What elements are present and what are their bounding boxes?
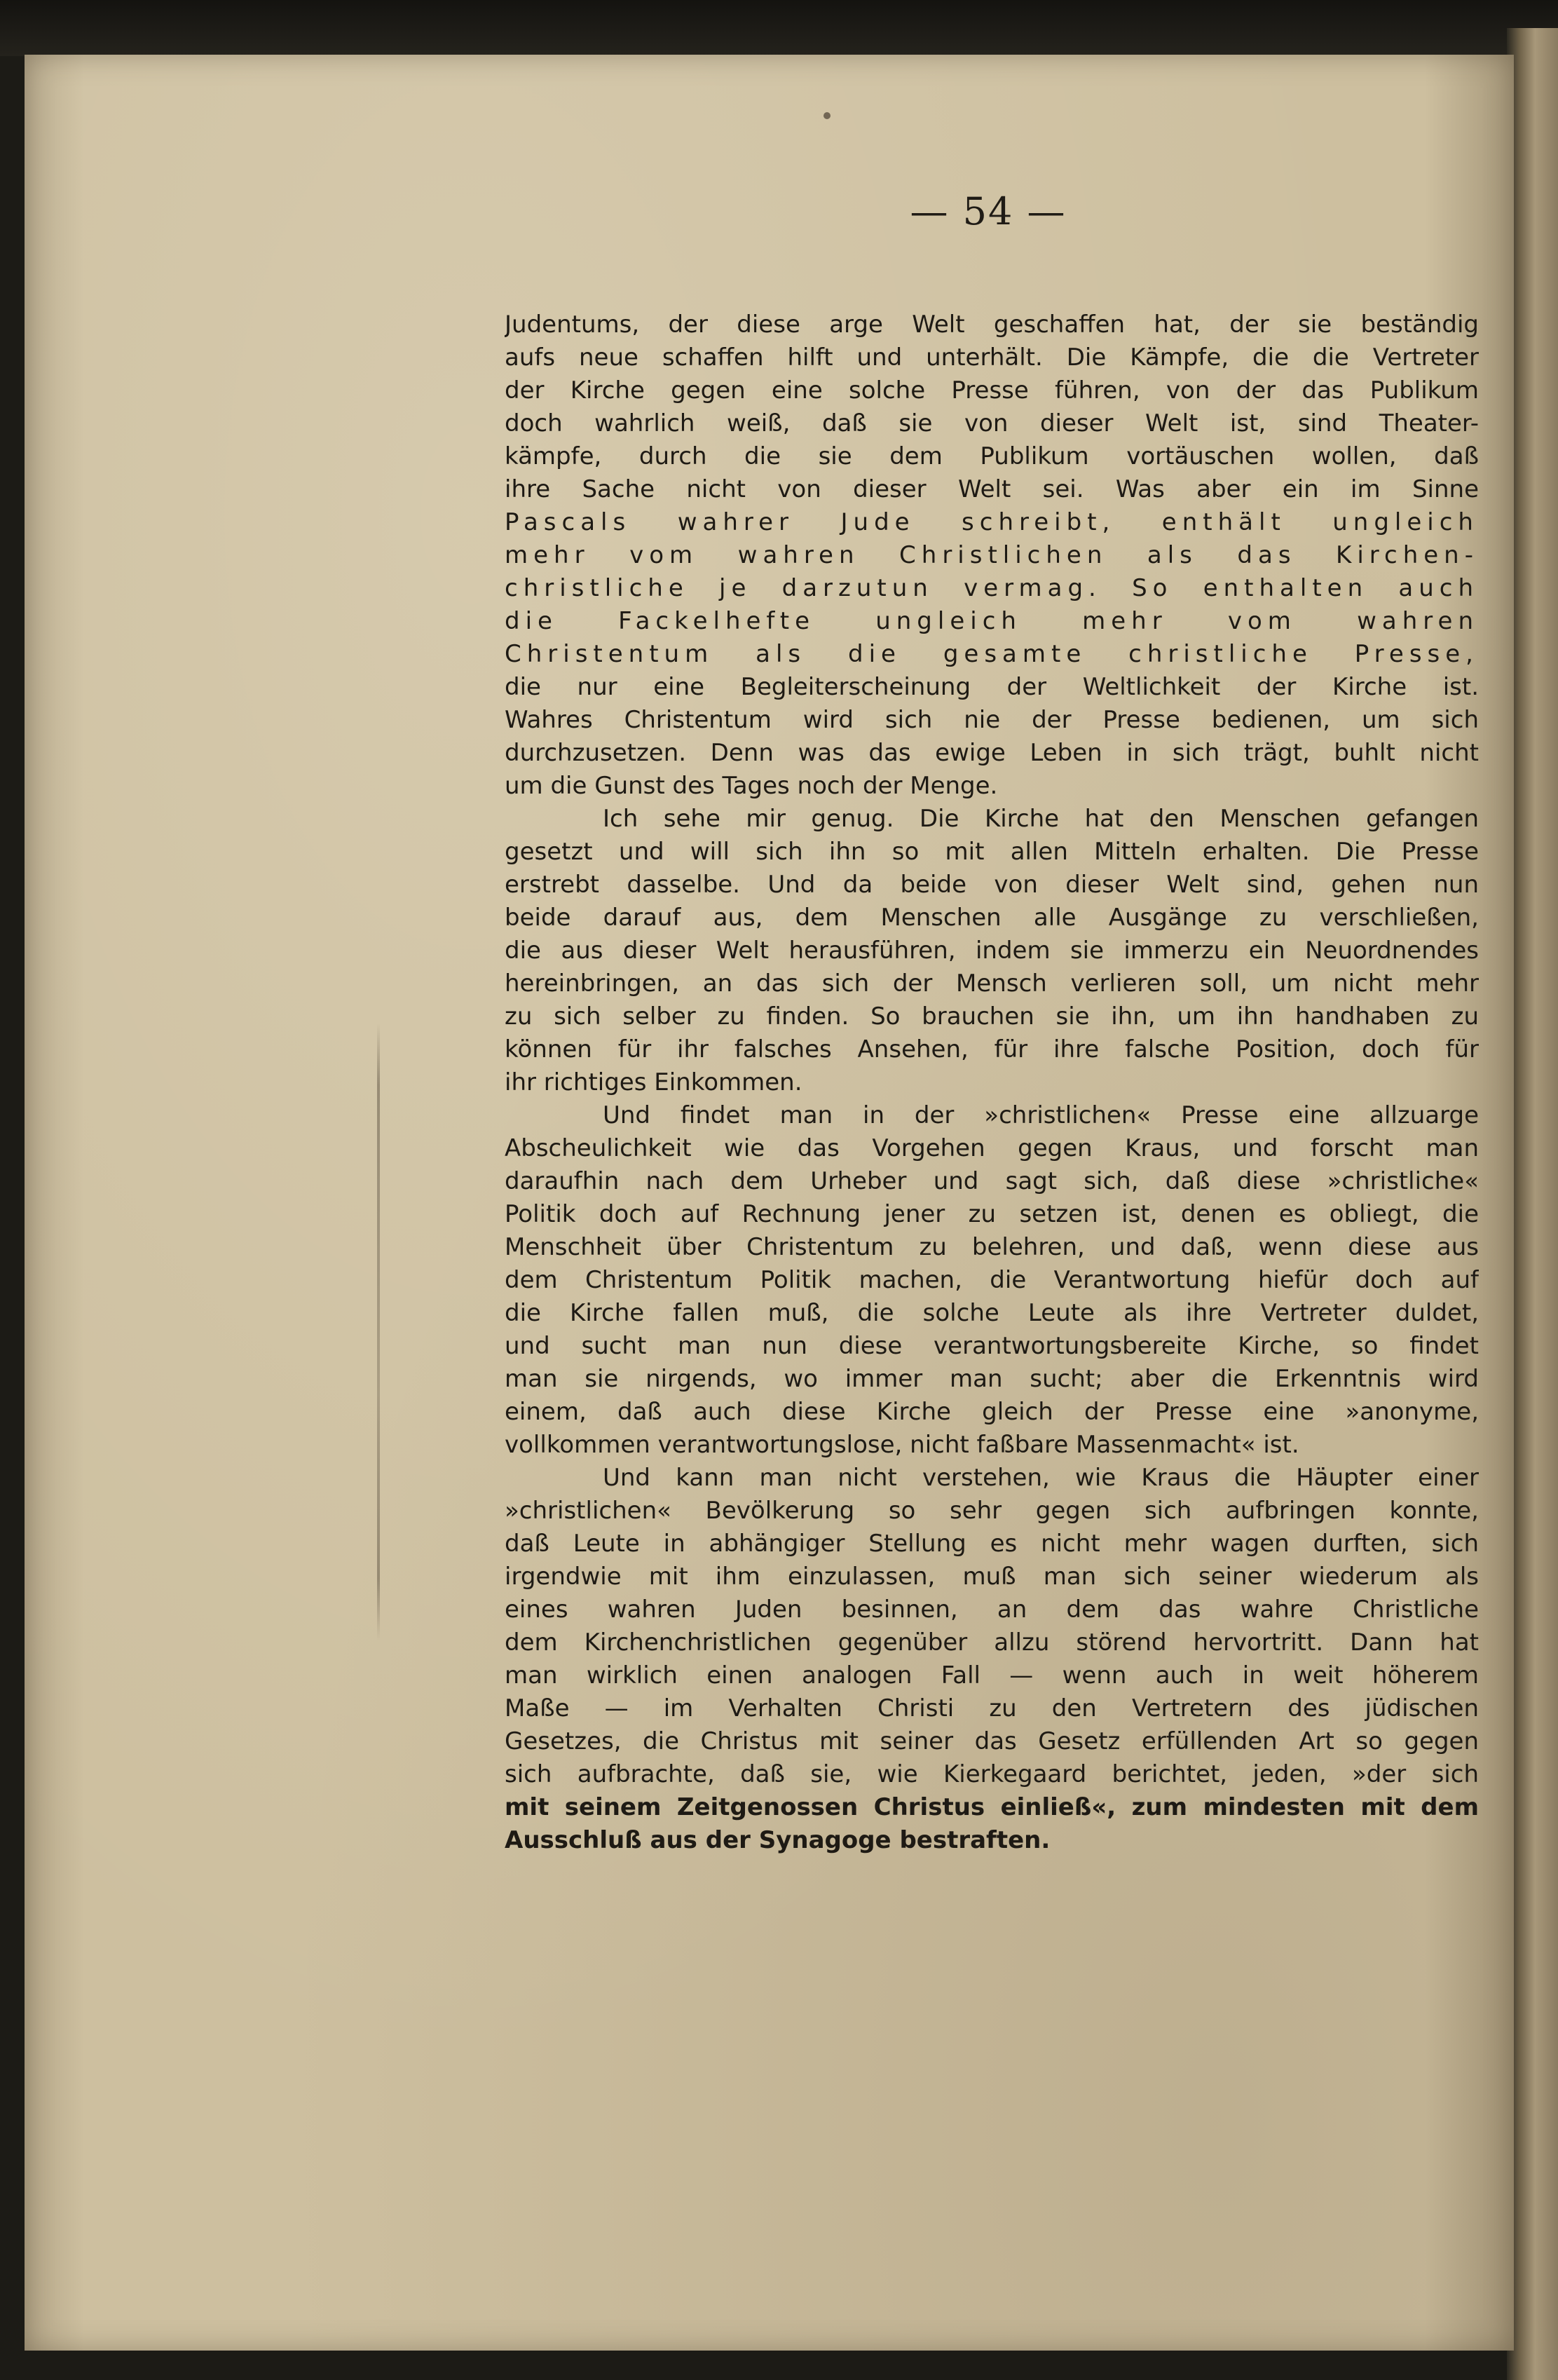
text-line: Maße — im Verhalten Christi zu den Vertretern des jüdischen <box>505 1694 1479 1722</box>
text-line: können für ihr falsches Ansehen, für ihre falsche Position, doch für <box>505 1035 1479 1063</box>
paragraph-4 <box>505 1462 1479 1857</box>
text-line: und sucht man nun diese verantwortungsbereite Kirche, so findet <box>505 1332 1479 1360</box>
text-line: der Kirche gegen eine solche Presse führen, von der das Publikum <box>505 376 1479 404</box>
text-line: zu sich selber zu finden. So brauchen sie ihn, um ihn handhaben zu <box>505 1002 1479 1031</box>
text-line: Wahres Christentum wird sich nie der Presse bedienen, um sich <box>505 706 1479 734</box>
text-line: Und findet man in der »christlichen« Presse eine allzuarge <box>603 1101 1479 1129</box>
text-line: ihre Sache nicht von dieser Welt sei. Was aber ein im Sinne <box>505 475 1479 503</box>
text-line: vollkommen verantwortungslose, nicht faßbare Massenmacht« ist. <box>505 1431 1299 1459</box>
text-line: um die Gunst des Tages noch der Menge. <box>505 772 998 800</box>
text-line: »christlichen« Bevölkerung so sehr gegen sich aufbringen konnte, <box>505 1497 1479 1525</box>
text-line-spaced: die Fackelhefte ungleich mehr vom wahren <box>505 607 1479 635</box>
paragraph-2 <box>505 803 1479 1099</box>
text-line: durchzusetzen. Denn was das ewige Leben in sich trägt, buhlt nicht <box>505 739 1479 767</box>
text-line: Judentums, der diese arge Welt geschaffen hat, der sie beständig <box>505 311 1479 339</box>
adjacent-page-edge <box>1507 28 1558 2380</box>
text-line: die Kirche fallen muß, die solche Leute als ihre Vertreter duldet, <box>505 1299 1479 1327</box>
text-line: man sie nirgends, wo immer man sucht; aber die Erkenntnis wird <box>505 1365 1479 1393</box>
text-line: die nur eine Begleiterscheinung der Weltlichkeit der Kirche ist. <box>505 673 1479 701</box>
text-line: Gesetzes, die Christus mit seiner das Gesetz erfüllenden Art so gegen <box>505 1727 1479 1755</box>
text-line: daß Leute in abhängiger Stellung es nicht mehr wagen durften, sich <box>505 1530 1479 1558</box>
text-line: sich aufbrachte, daß sie, wie Kierkegaard berichtet, jeden, »der sich <box>505 1760 1479 1788</box>
dust-speck <box>824 112 831 119</box>
text-line: Abscheulichkeit wie das Vorgehen gegen Kraus, und forscht man <box>505 1134 1479 1162</box>
scan-border-top <box>0 0 1558 56</box>
text-line: eines wahren Juden besinnen, an dem das wahre Christliche <box>505 1596 1479 1624</box>
pencil-margin-mark <box>377 1024 380 1640</box>
text-line-spaced: christliche je darzutun vermag. So enthalten auch <box>505 574 1479 602</box>
text-line: daraufhin nach dem Urheber und sagt sich, daß diese »christliche« <box>505 1167 1479 1195</box>
page-number: — 54 — <box>910 189 1067 233</box>
text-line: Menschheit über Christentum zu belehren, und daß, wenn diese aus <box>505 1233 1479 1261</box>
body-text <box>505 308 1479 1857</box>
text-line: Und kann man nicht verstehen, wie Kraus die Häupter einer <box>603 1464 1479 1492</box>
text-line: hereinbringen, an das sich der Mensch verlieren soll, um nicht mehr <box>505 970 1479 998</box>
paragraph-3 <box>505 1099 1479 1462</box>
text-line-bold: Ausschluß aus der Synagoge bestraften. <box>505 1826 1051 1854</box>
text-line: man wirklich einen analogen Fall — wenn auch in weit höherem <box>505 1661 1479 1689</box>
text-line: irgendwie mit ihm einzulassen, muß man sich seiner wiederum als <box>505 1563 1479 1591</box>
text-line-spaced: Christentum als die gesamte christliche Presse, <box>505 640 1479 668</box>
text-line: erstrebt dasselbe. Und da beide von dieser Welt sind, gehen nun <box>505 871 1479 899</box>
text-line-spaced: Pascals wahrer Jude schreibt, enthält ungleich <box>505 508 1479 536</box>
text-line: ihr richtiges Einkommen. <box>505 1068 802 1096</box>
text-line: dem Kirchenchristlichen gegenüber allzu störend hervortritt. Dann hat <box>505 1628 1479 1657</box>
text-line: aufs neue schaffen hilft und unterhält. Die Kämpfe, die die Vertreter <box>505 344 1479 372</box>
text-line: gesetzt und will sich ihn so mit allen Mitteln erhalten. Die Presse <box>505 838 1479 866</box>
text-line-bold: mit seinem Zeitgenossen Christus einließ«, zum mindesten mit dem <box>505 1793 1479 1821</box>
text-line: doch wahrlich weiß, daß sie von dieser Welt ist, sind Theater- <box>505 409 1479 437</box>
text-line: kämpfe, durch die sie dem Publikum vortäuschen wollen, daß <box>505 442 1479 470</box>
text-line-spaced: mehr vom wahren Christlichen als das Kirchen- <box>505 541 1479 569</box>
paragraph-1 <box>505 308 1479 803</box>
text-line: Politik doch auf Rechnung jener zu setzen ist, denen es obliegt, die <box>505 1200 1479 1228</box>
text-line: die aus dieser Welt herausführen, indem sie immerzu ein Neuordnendes <box>505 937 1479 965</box>
text-line: Ich sehe mir genug. Die Kirche hat den Menschen gefangen <box>603 805 1479 833</box>
text-line: einem, daß auch diese Kirche gleich der Presse eine »anonyme, <box>505 1398 1479 1426</box>
text-line: dem Christentum Politik machen, die Verantwortung hiefür doch auf <box>505 1266 1479 1294</box>
text-line: beide darauf aus, dem Menschen alle Ausgänge zu verschließen, <box>505 904 1479 932</box>
